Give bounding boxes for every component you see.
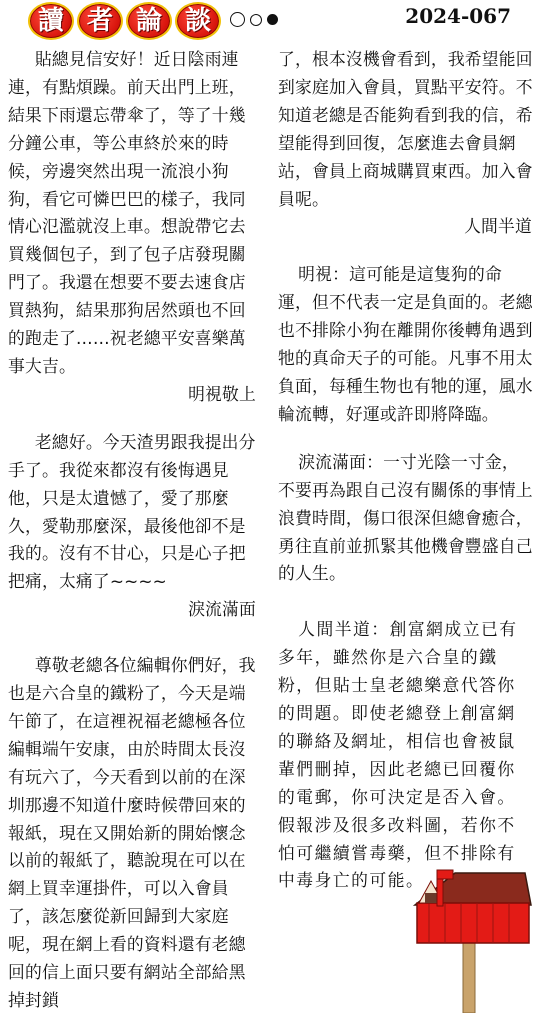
column-title — [28, 2, 221, 40]
reply-text: 明視：這可能是這隻狗的命運，但不代表一定是負面的。老總也不排除小狗在離開你後轉角遇到牠的真命天子的可能。凡事不用太負面，每種生物也有牠的運，風水輪流轉，好運或許即將降臨。 — [278, 264, 533, 424]
reply-text: 人間半道：創富網成立已有多年，雖然你是六合皇的鐵粉，但貼士皇老總樂意代答你的問題。即使老總登上創富網的聯絡及網址，相信也會被鼠輩們刪掉，因此老總已回覆你的電郵，你可決定是否入會。假報涉及很多改料圖，若你不怕可繼續嘗毒藥，但不排除有中毒身亡的可能。 — [278, 619, 518, 891]
letter-text: 尊敬老總各位編輯你們好，我也是六合皇的鐵粉了，今天是端午節了，在這裡祝福老總極各位編輯端午安康，由於時間太長沒有玩六了，今天看到以前的在深圳那邊不知道什麼時候帶回來的報紙，現在又開始新的開始懷念以前的報紙了，聽說現在可以在網上買幸運掛件，可以入會員了，該怎麼從新回歸到大家庭呢，現在網上看的資料還有老總回的信上面只要有網站全部給黑掉封鎖 — [8, 655, 256, 1010]
editor-reply — [278, 449, 534, 589]
letter-signature: 淚流滿面 — [188, 599, 256, 620]
right-column — [278, 46, 534, 915]
reader-letter — [8, 652, 258, 1015]
reply-text: 淚流滿面：一寸光陰一寸金，不要再為跟自己沒有關係的事情上浪費時間，傷口很深但總會癒合，勇往直前並抓緊其他機會豐盛自己的人生。 — [278, 451, 533, 584]
editor-reply — [278, 616, 528, 895]
reader-letter — [8, 429, 258, 624]
reader-letter — [8, 46, 258, 409]
title-char-4: 談 — [175, 2, 221, 40]
header — [0, 0, 545, 40]
letter-text: 老總好。今天渣男跟我提出分手了。我從來都沒有後悔遇見他，只是太遺憾了，愛了那麼久，愛勒那麼深，最後他卻不是我的。沒有不甘心，只是心子把把痛，太痛了~~~~ — [8, 431, 256, 592]
decorative-dots — [230, 12, 278, 27]
circle-icon — [250, 14, 262, 26]
title-char-1: 讀 — [28, 2, 74, 40]
letter-signature: 人間半道 — [464, 216, 532, 237]
title-char-2: 者 — [77, 2, 123, 40]
left-column — [8, 46, 258, 1035]
reader-letter-continued — [278, 46, 534, 241]
circle-icon — [230, 12, 245, 27]
issue-number: 2024-067 — [405, 4, 511, 28]
mailbox-icon — [405, 865, 535, 1013]
letter-text: 了，根本沒機會看到，我希望能回到家庭加入會員，買點平安符。不知道老總是否能夠看到我的信，希望能得到回復，怎麼進去會員網站，會員上商城購買東西。加入會員呢。 — [278, 49, 533, 209]
letter-signature: 明視敬上 — [188, 383, 256, 404]
filled-circle-icon — [267, 14, 278, 25]
letter-text: 貼總見信安好！近日陰雨連連，有點煩躁。前天出門上班，結果下雨還忘帶傘了，等了十幾分鐘公車，等公車終於來的時候，旁邊突然出現一流浪小狗狗，看它可憐巴巴的樣子，我同情心氾濫就沒上車。想說帶它去買幾個包子，到了包子店發現關門了。我還在想要不要去速食店買熱狗，結果那狗居然頭也不回的跑走了……祝老總平安喜樂萬事大吉。 — [8, 49, 246, 376]
title-char-3: 論 — [126, 2, 172, 40]
editor-reply — [278, 261, 534, 428]
